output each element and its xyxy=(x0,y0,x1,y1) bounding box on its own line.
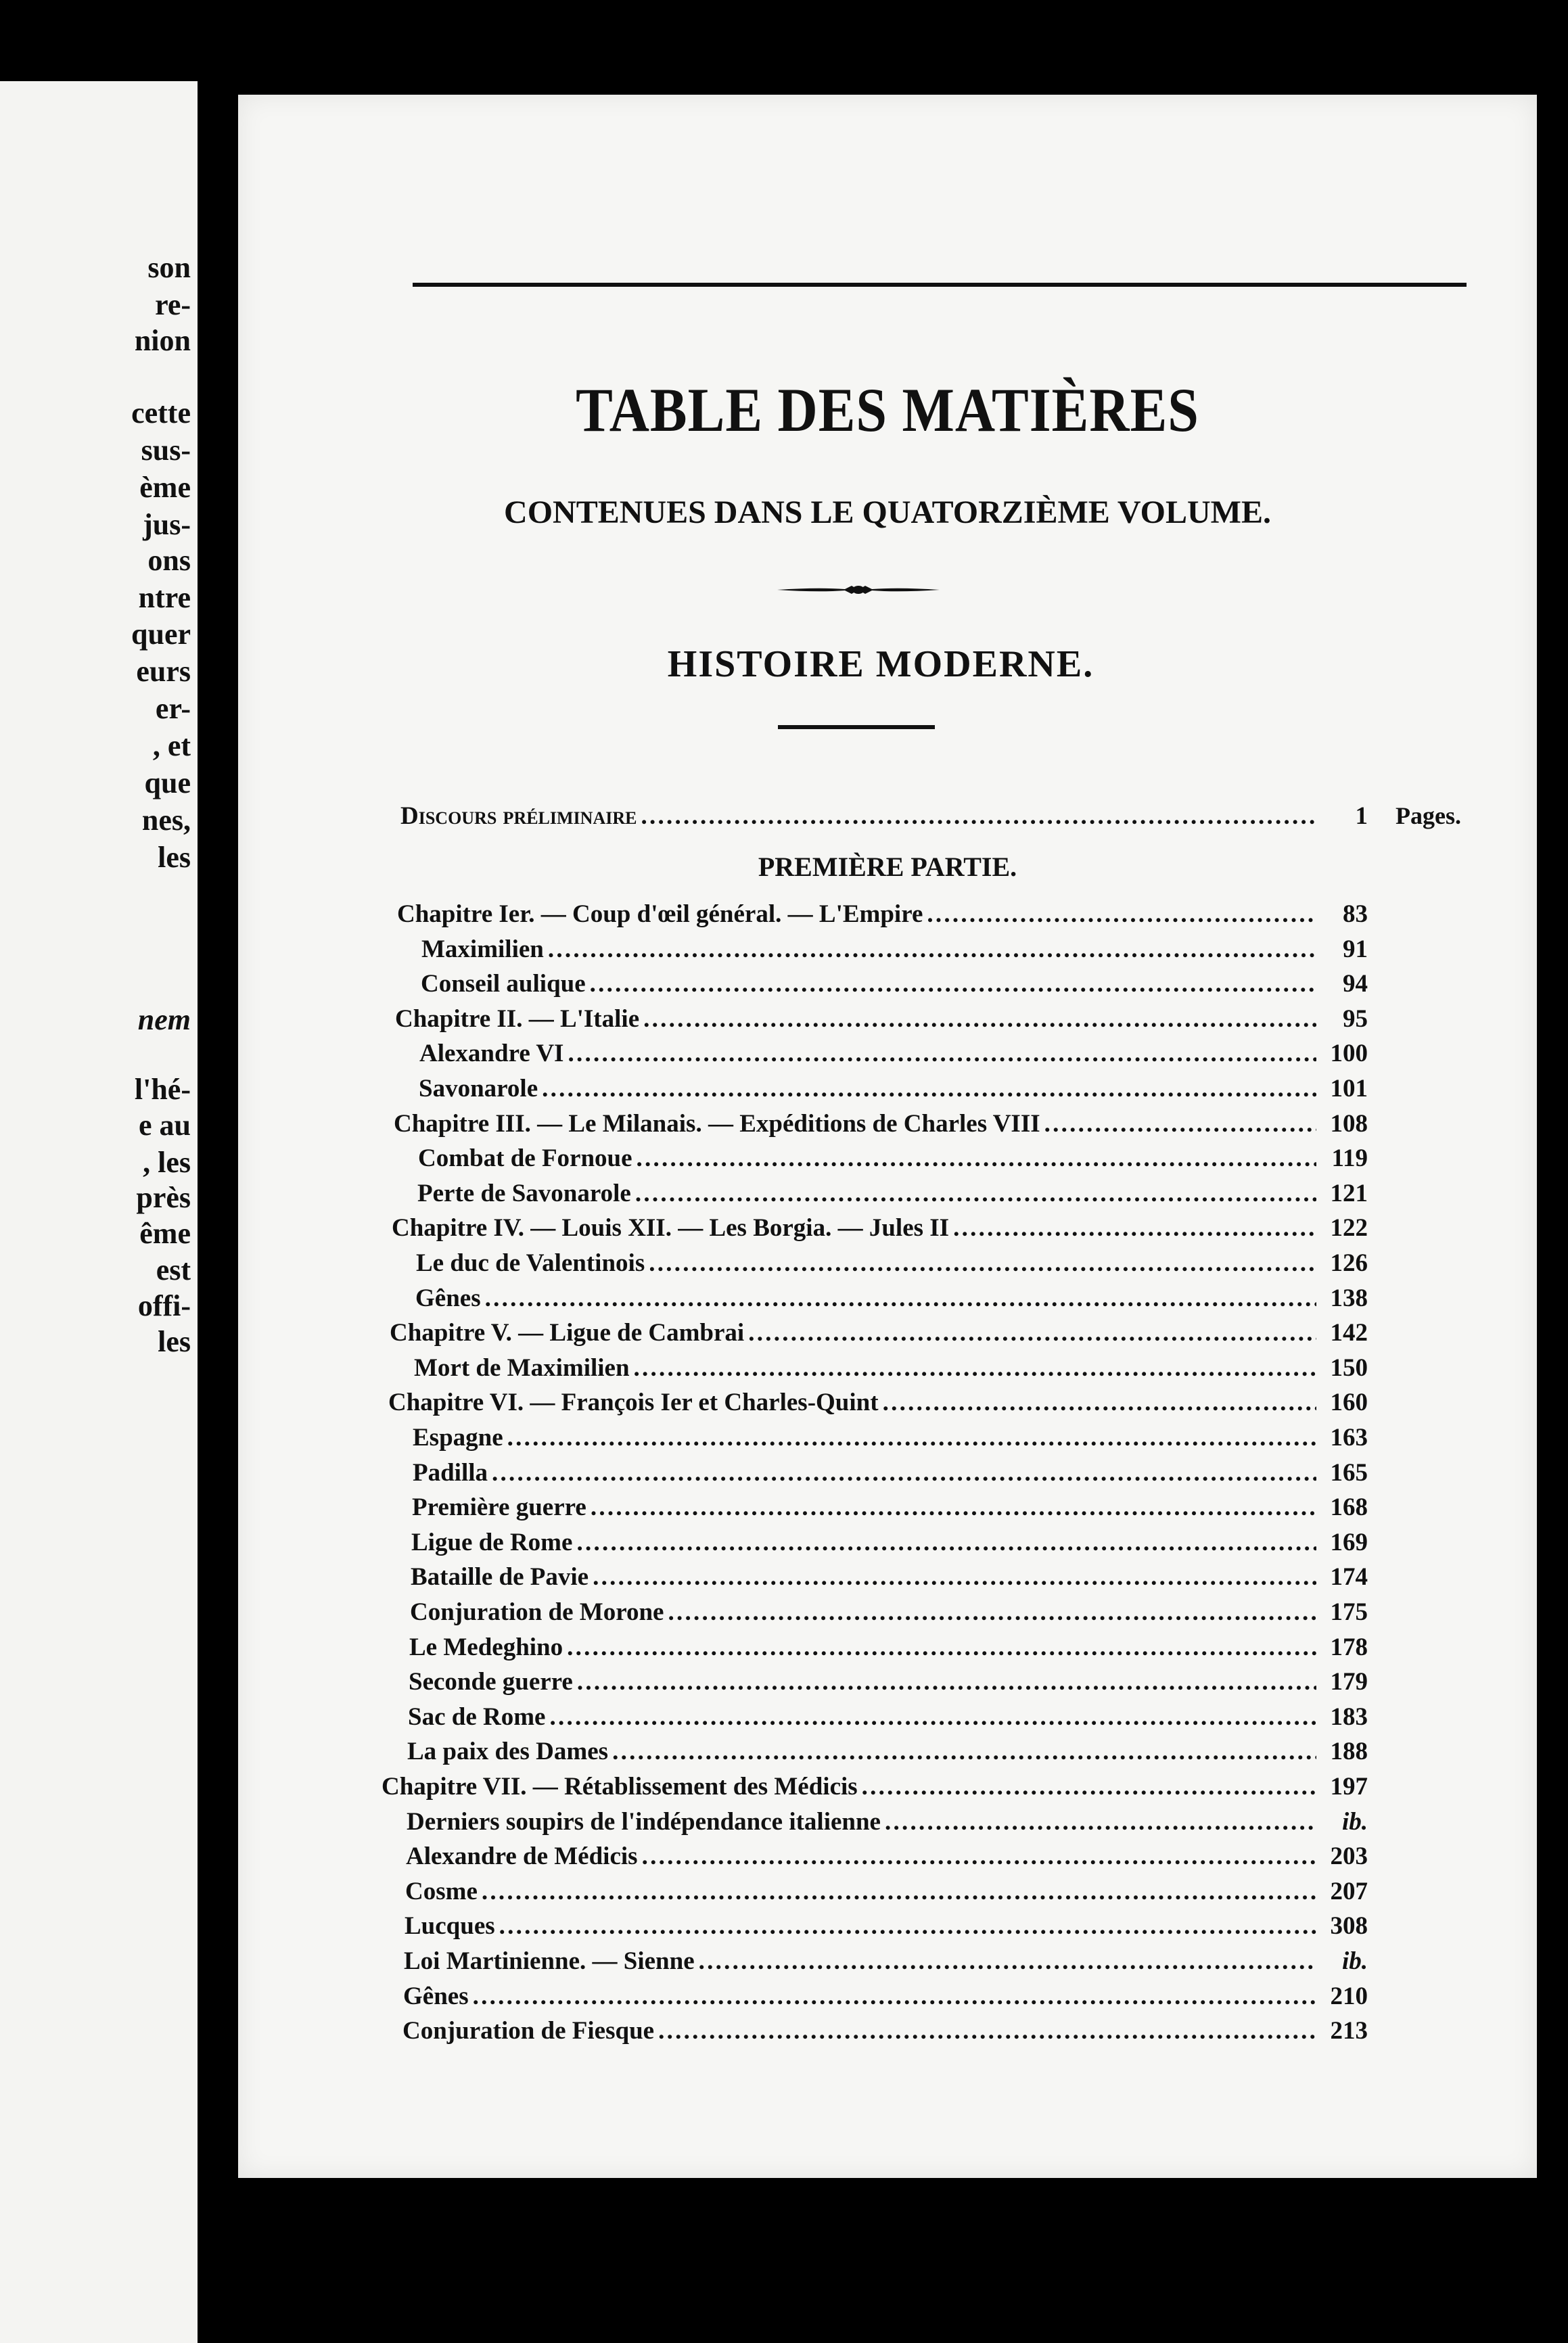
left-page-line: eurs xyxy=(136,655,191,688)
toc-page-number: 207 xyxy=(1330,1878,1368,1905)
toc-row xyxy=(407,1807,1368,1840)
toc-entry-label: Bataille de Pavie xyxy=(411,1563,589,1591)
toc-row xyxy=(411,1528,1368,1560)
leader-dots xyxy=(862,1772,1316,1801)
toc-page-number: 197 xyxy=(1330,1773,1368,1801)
toc-entry-label: Chapitre III. — Le Milanais. — Expéditions de Charles VIII xyxy=(394,1110,1040,1138)
toc-entry-label: Le Medeghino xyxy=(409,1633,563,1661)
toc-page-number: 175 xyxy=(1330,1598,1368,1626)
toc-entry-label: Loi Martinienne. — Sienne xyxy=(404,1947,695,1975)
leader-dots xyxy=(642,1842,1316,1871)
leader-dots xyxy=(658,2016,1316,2045)
left-page-line: les xyxy=(158,841,191,874)
page-subtitle: CONTENUES DANS LE QUATORZIÈME VOLUME. xyxy=(504,494,1271,530)
toc-entry-label: Seconde guerre xyxy=(409,1668,573,1696)
toc-entry-label: Chapitre VI. — François Ier et Charles-Quint xyxy=(388,1389,879,1416)
top-rule xyxy=(413,283,1467,287)
part-heading: PREMIÈRE PARTIE. xyxy=(758,852,1017,882)
toc-page-number: 188 xyxy=(1330,1738,1368,1765)
toc-entry-label: Première guerre xyxy=(412,1493,586,1521)
leader-dots xyxy=(577,1667,1316,1696)
left-page-line: e au xyxy=(139,1109,191,1142)
toc-page-number: 183 xyxy=(1330,1703,1368,1731)
toc-row xyxy=(409,1667,1368,1700)
toc-chapter-row xyxy=(395,1004,1368,1037)
toc-entry-label: Ligue de Rome xyxy=(411,1529,573,1556)
toc-page-number: 163 xyxy=(1330,1424,1368,1452)
left-page-line: ème xyxy=(139,471,191,504)
toc-entry-label: Chapitre Ier. — Coup d'œil général. — L'Empire xyxy=(397,900,923,928)
leader-dots xyxy=(643,1004,1316,1034)
toc-entry-label: Derniers soupirs de l'indépendance italienne xyxy=(407,1808,881,1836)
leader-dots xyxy=(492,1458,1316,1487)
toc-page-number: 203 xyxy=(1330,1842,1368,1870)
toc-chapter-row xyxy=(382,1772,1368,1805)
leader-dots xyxy=(473,1982,1316,2011)
toc-row xyxy=(412,1493,1368,1525)
leader-dots xyxy=(499,1911,1316,1941)
left-page-line: , les xyxy=(143,1146,191,1179)
toc-entry-label: Alexandre de Médicis xyxy=(406,1842,638,1870)
leader-dots xyxy=(748,1318,1316,1347)
toc-row xyxy=(421,969,1368,1002)
left-page-line: offi- xyxy=(137,1289,191,1322)
leader-dots xyxy=(590,969,1316,998)
leader-dots xyxy=(482,1877,1316,1906)
toc-page-number: 168 xyxy=(1330,1493,1368,1521)
toc-entry-label: Espagne xyxy=(413,1424,503,1452)
toc-chapter-row xyxy=(388,1388,1368,1420)
leader-dots xyxy=(485,1284,1316,1313)
leader-dots xyxy=(507,1423,1316,1452)
toc-page-number: 122 xyxy=(1330,1214,1368,1242)
toc-chapter-row xyxy=(397,900,1368,932)
toc-page-number: 94 xyxy=(1343,970,1368,998)
left-page-line: re- xyxy=(155,288,191,321)
toc-row xyxy=(405,1911,1368,1944)
leader-dots xyxy=(634,1353,1316,1383)
toc-row xyxy=(410,1598,1368,1630)
toc-page-number: 308 xyxy=(1330,1912,1368,1940)
leader-dots xyxy=(927,900,1316,929)
toc-row xyxy=(414,1353,1368,1386)
toc-page-number: ib. xyxy=(1341,1808,1368,1836)
toc-entry-label: Conjuration de Fiesque xyxy=(402,2017,655,2045)
leader-dots xyxy=(1044,1109,1316,1138)
leader-dots xyxy=(567,1633,1316,1662)
leader-dots xyxy=(883,1388,1316,1417)
leader-dots xyxy=(953,1213,1316,1243)
toc-row xyxy=(404,1947,1368,1979)
left-page-line: , et xyxy=(152,729,191,762)
toc-entry-label: Maximilien xyxy=(421,935,544,963)
left-page-line: nem xyxy=(137,1003,191,1036)
left-page-line: son xyxy=(147,251,191,284)
toc-row xyxy=(407,1737,1368,1769)
toc-row xyxy=(413,1423,1368,1456)
toc-page-number: 179 xyxy=(1330,1668,1368,1696)
toc-row xyxy=(421,935,1368,967)
toc-row xyxy=(406,1842,1368,1874)
leader-dots xyxy=(668,1598,1316,1627)
toc-page-number: 150 xyxy=(1330,1354,1368,1382)
left-page-line: ntre xyxy=(138,581,191,614)
toc-entry-label: Sac de Rome xyxy=(408,1703,546,1731)
toc-page-number: 142 xyxy=(1330,1319,1368,1347)
page xyxy=(238,95,1537,2178)
toc-entry-label: Padilla xyxy=(413,1459,488,1487)
left-page-line: cette xyxy=(131,396,191,430)
section-rule xyxy=(778,725,935,729)
toc-entry-label: Conjuration de Morone xyxy=(410,1598,664,1626)
toc-row xyxy=(415,1284,1368,1316)
left-page-line: près xyxy=(136,1181,191,1214)
toc-chapter-row xyxy=(392,1213,1368,1246)
left-page-line: ême xyxy=(139,1217,191,1250)
toc-entry-label: Gênes xyxy=(415,1284,481,1312)
toc-page-number: 91 xyxy=(1343,935,1368,963)
toc-entry-label: Perte de Savonarole xyxy=(417,1180,631,1207)
toc-page-number: 108 xyxy=(1330,1110,1368,1138)
adjacent-page-strip xyxy=(0,81,198,2343)
toc-entry-label: Mort de Maximilien xyxy=(414,1354,630,1382)
toc-page-number: 165 xyxy=(1330,1459,1368,1487)
toc-page-number: 160 xyxy=(1330,1389,1368,1416)
toc-page-number: 210 xyxy=(1330,1982,1368,2010)
toc-entry-label: Alexandre VI xyxy=(419,1040,564,1067)
toc-entry-label: Chapitre VII. — Rétablissement des Médicis xyxy=(382,1773,858,1801)
toc-chapter-row xyxy=(390,1318,1368,1351)
toc-page-number: 83 xyxy=(1343,900,1368,928)
leader-dots xyxy=(612,1737,1316,1766)
toc-entry-label: Chapitre IV. — Louis XII. — Les Borgia. — Jules II xyxy=(392,1214,950,1242)
toc-entry-label: Gênes xyxy=(403,1982,469,2010)
toc-entry-label: Conseil aulique xyxy=(421,970,586,998)
toc-row xyxy=(419,1039,1368,1071)
toc-page-number: 138 xyxy=(1330,1284,1368,1312)
toc-page-number: 119 xyxy=(1331,1144,1368,1172)
toc-row xyxy=(409,1633,1368,1665)
toc-entry-label: Chapitre II. — L'Italie xyxy=(395,1005,640,1033)
leader-dots xyxy=(649,1249,1316,1278)
toc-row xyxy=(400,802,1368,834)
toc-page-number: 126 xyxy=(1330,1249,1368,1277)
leader-dots xyxy=(699,1947,1316,1976)
toc-page-number: 1 xyxy=(1355,802,1368,830)
toc-row xyxy=(417,1179,1368,1211)
toc-row xyxy=(418,1144,1368,1176)
toc-row xyxy=(413,1458,1368,1491)
toc-entry-label: Discours préliminaire xyxy=(400,802,637,830)
left-page-line: est xyxy=(156,1253,191,1286)
toc-entry-label: Le duc de Valentinois xyxy=(416,1249,645,1277)
toc-entry-label: Savonarole xyxy=(419,1075,538,1103)
left-page-line: nes, xyxy=(141,804,191,837)
left-page-line: er- xyxy=(155,692,191,725)
leader-dots xyxy=(549,1702,1316,1732)
leader-dots xyxy=(542,1074,1316,1103)
left-page-line: quer xyxy=(131,618,191,651)
left-page-line: jus- xyxy=(143,508,191,541)
toc-row xyxy=(403,1982,1368,2014)
leader-dots xyxy=(885,1807,1316,1836)
leader-dots xyxy=(635,1179,1316,1208)
toc-entry-label: Chapitre V. — Ligue de Cambrai xyxy=(390,1319,745,1347)
leader-dots xyxy=(641,802,1316,831)
page-title: TABLE DES MATIÈRES xyxy=(576,375,1199,445)
toc-entry-label: Lucques xyxy=(405,1912,495,1940)
toc-page-number: 101 xyxy=(1330,1075,1368,1103)
toc-page-number: 121 xyxy=(1330,1180,1368,1207)
toc-page-number: 169 xyxy=(1330,1529,1368,1556)
left-page-line: nion xyxy=(134,324,191,357)
leader-dots xyxy=(568,1039,1316,1068)
toc-page-number: 95 xyxy=(1343,1005,1368,1033)
toc-entry-label: La paix des Dames xyxy=(407,1738,609,1765)
pages-column-heading: Pages. xyxy=(1396,802,1461,829)
toc-entry-label: Combat de Fornoue xyxy=(418,1144,632,1172)
toc-row xyxy=(402,2016,1368,2049)
toc-page-number: 174 xyxy=(1330,1563,1368,1591)
toc-chapter-row xyxy=(394,1109,1368,1142)
toc-page-number: 213 xyxy=(1330,2017,1368,2045)
toc-entry-label: Cosme xyxy=(405,1878,478,1905)
toc-page-number: 178 xyxy=(1330,1633,1368,1661)
toc-row xyxy=(416,1249,1368,1281)
toc-row xyxy=(405,1877,1368,1909)
leader-dots xyxy=(637,1144,1316,1173)
leader-dots xyxy=(548,935,1316,964)
toc-row xyxy=(408,1702,1368,1735)
toc-page-number: ib. xyxy=(1341,1947,1368,1975)
left-page-line: l'hé- xyxy=(134,1073,191,1106)
left-page-line: les xyxy=(158,1325,191,1358)
leader-dots xyxy=(593,1562,1316,1592)
toc-row xyxy=(419,1074,1368,1107)
left-page-line: que xyxy=(144,766,191,799)
section-heading: HISTOIRE MODERNE. xyxy=(667,643,1094,685)
leader-dots xyxy=(576,1528,1316,1557)
ornament-divider xyxy=(777,583,940,597)
left-page-line: ons xyxy=(147,544,191,577)
left-page-line: sus- xyxy=(141,434,191,467)
leader-dots xyxy=(591,1493,1316,1522)
toc-row xyxy=(411,1562,1368,1595)
toc-page-number: 100 xyxy=(1330,1040,1368,1067)
